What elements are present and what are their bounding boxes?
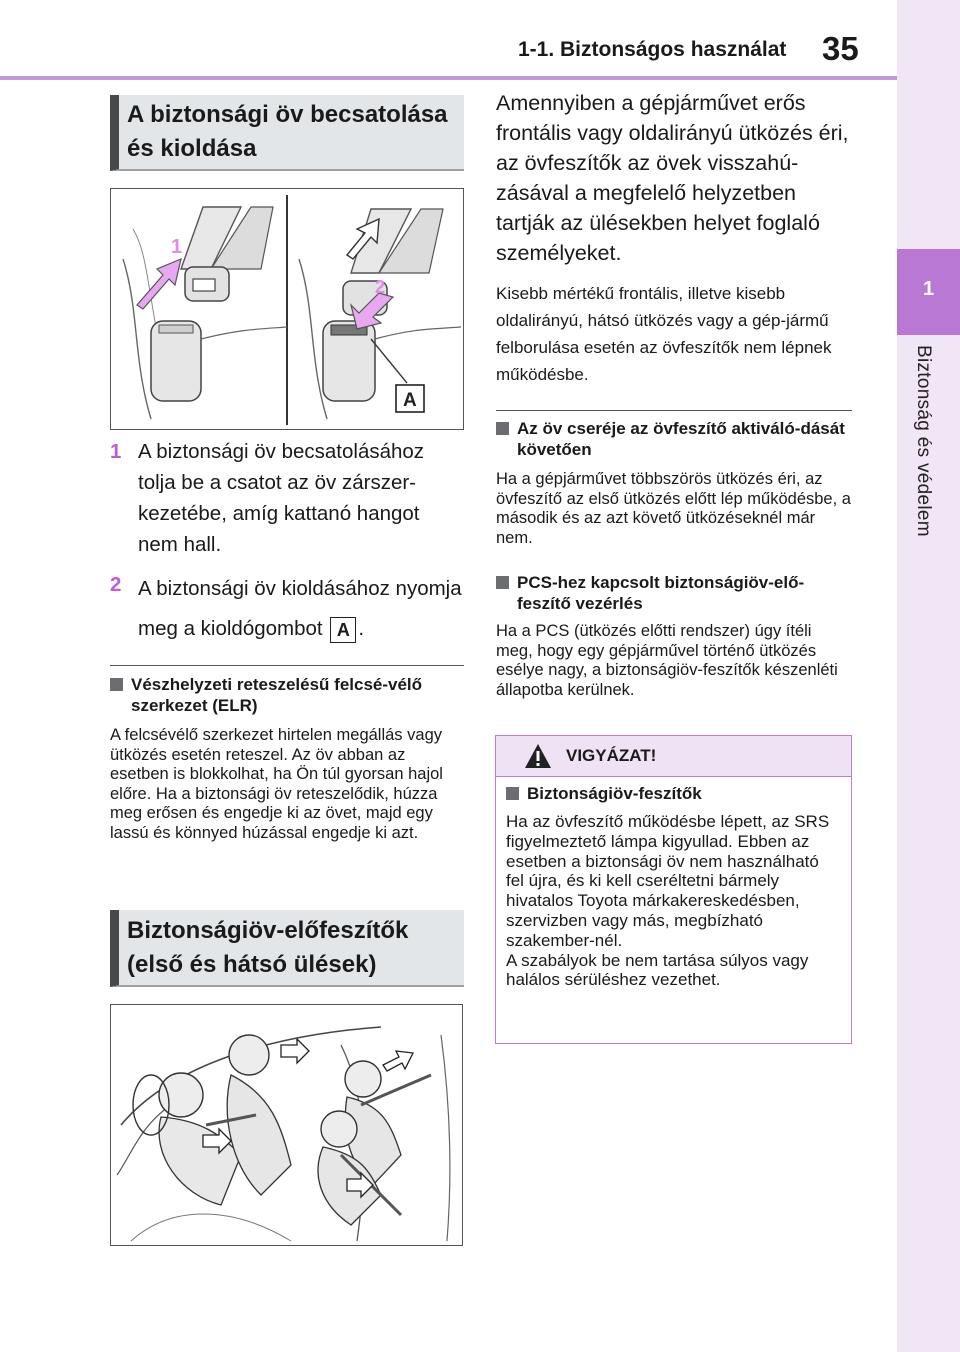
buckle-figure	[110, 188, 464, 430]
square-bullet-icon	[496, 576, 509, 589]
step-2	[110, 569, 464, 649]
chapter-number: 1	[922, 278, 935, 300]
square-bullet-icon	[110, 678, 123, 691]
warning-text-1: Ha az övfeszítő működésbe lépett, az SRS figyelmeztető lámpa kigyullad. Ebben az esetben a biztonsági öv nem használható fel újra, és ki kell cseréltetni bármely hivatalos Toyota márkakereskedésben, szervizben vagy más, megbízható szakember-nél.	[506, 812, 830, 950]
car-occupants-illustration	[111, 1005, 461, 1244]
step-2-text: A biztonsági öv kioldásához nyomja meg a kioldógombot	[138, 577, 462, 640]
elr-text: A felcsévélő szerkezet hirtelen megállás vagy ütközés esetén reteszel. Az öv abban az esetben is blokkolhat, ha Ön túl gyorsan hajol előre. Ha a biztonsági öv reteszelődik, húzza meg erősen és engedje ki az övet, majd egy lassú és könnyed húzással engedje ki azt.	[110, 726, 443, 842]
divider-elr	[110, 665, 464, 666]
pcs-heading	[496, 572, 852, 614]
pretensioner-figure	[110, 1004, 463, 1246]
replace-text: Ha a gépjárművet többszörös ütközés éri, az övfeszítő az első ütközés előtt lép működésbe, a második és az azt követő ütközéseknél már nem.	[496, 470, 851, 547]
chapter-title: Biztonság és védelem	[913, 345, 934, 537]
warning-subheading-text: Biztonságiöv-feszítők	[527, 784, 702, 803]
square-bullet-icon	[496, 422, 509, 435]
warning-header	[496, 736, 851, 777]
square-bullet-icon	[506, 787, 519, 800]
divider-replace	[496, 410, 852, 411]
pcs-text: Ha a PCS (ütközés előtti rendszer) úgy ítéli meg, hogy egy gépjárművel történő ütközés esélye nagy, a biztonságiöv-feszítők készenléti állapotba kerülnek.	[496, 622, 838, 699]
step-2-label: A	[330, 617, 356, 643]
replace-heading-text: Az öv cseréje az övfeszítő aktiváló-dását követően	[517, 419, 845, 459]
section-title: 1-1. Biztonságos használat	[518, 38, 787, 61]
heading-pretensioner-text: Biztonságiöv-előfeszítők (első és hátsó ülések)	[127, 916, 409, 978]
heading-pretensioner	[110, 910, 464, 987]
step-2-after: .	[358, 617, 365, 640]
figure-label-2: 2	[375, 277, 386, 297]
pcs-heading-text: PCS-hez kapcsolt biztonságiöv-elő-feszítő vezérlés	[517, 573, 805, 613]
warning-text-2: A szabályok be nem tartása súlyos vagy halálos sérüléshez vezethet.	[506, 950, 809, 990]
pretensioner-lead: Amennyiben a gépjárművet erős frontális vagy oldalirányú ütközés éri, az övfeszítők az övek visszahú-zásával a megfelelő helyzetben tartják az ülésekben helyet foglaló személyeket.	[496, 91, 849, 265]
step-2-number: 2	[110, 573, 122, 596]
header-rule	[0, 76, 897, 80]
buckle-illustration	[111, 189, 462, 428]
side-tab-strip	[897, 0, 960, 1352]
warning-title: VIGYÁZAT!	[566, 746, 657, 765]
elr-heading	[110, 674, 464, 716]
step-1-text: A biztonsági öv becsatolásához tolja be a csatot az öv zárszer-kezetébe, amíg kattanó hangot nem hall.	[138, 440, 425, 556]
heading-buckle-text: A biztonsági öv becsatolása és kioldása	[127, 101, 448, 162]
replace-heading	[496, 418, 852, 460]
step-1-number: 1	[110, 440, 122, 463]
elr-heading-text: Vészhelyzeti reteszelésű felcsé-vélő szerkezet (ELR)	[131, 675, 423, 715]
figure-label-a: A	[403, 390, 417, 411]
insert-arrow	[137, 259, 181, 309]
warning-text	[506, 812, 838, 990]
heading-buckle	[110, 95, 464, 171]
warning-box	[495, 735, 852, 1044]
warning-subheading	[506, 783, 836, 804]
page-number: 35	[822, 30, 859, 67]
figure-label-1: 1	[171, 236, 183, 258]
step-1	[110, 436, 464, 560]
steps-list	[110, 436, 464, 649]
warning-triangle-icon	[523, 742, 553, 770]
pretensioner-note: Kisebb mértékű frontális, illetve kisebb oldalirányú, hátsó ütközés vagy a gép-jármű felborulása esetén az övfeszítők nem lépnek működésbe.	[496, 284, 832, 384]
